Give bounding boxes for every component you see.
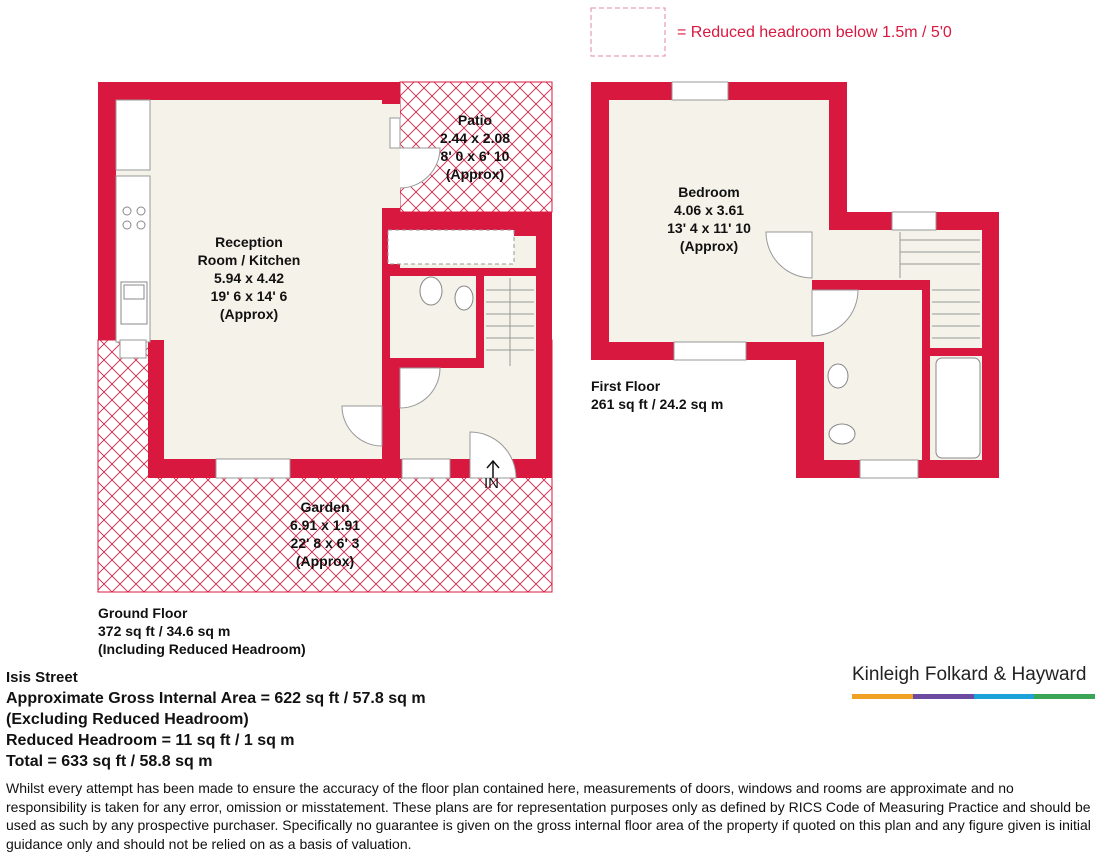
- address: Isis Street: [6, 669, 78, 686]
- ground-floor-note: (Including Reduced Headroom): [98, 641, 306, 657]
- first-toilet-icon: [829, 424, 855, 444]
- brand-stripe-green: [1034, 694, 1095, 699]
- ground-floor-area: 372 sq ft / 34.6 sq m: [98, 623, 231, 639]
- first-floor-caption: [591, 377, 723, 413]
- toilet-icon: [420, 277, 442, 305]
- gross-area-note: (Excluding Reduced Headroom): [6, 711, 249, 728]
- svg-text:Room / Kitchen: Room / Kitchen: [197, 252, 301, 268]
- svg-text:13' 4 x 11' 10: 13' 4 x 11' 10: [667, 220, 751, 236]
- sink-icon: [121, 282, 147, 324]
- legend-swatch: [591, 8, 665, 56]
- agent-name: Kinleigh Folkard & Hayward: [852, 664, 1087, 685]
- svg-text:(Approx): (Approx): [219, 306, 279, 322]
- basin-icon: [455, 286, 473, 310]
- reduced-headroom: Reduced Headroom = 11 sq ft / 1 sq m: [6, 732, 295, 749]
- svg-text:19' 6 x 14' 6: 19' 6 x 14' 6: [210, 288, 288, 304]
- svg-text:22' 8 x 6' 3: 22' 8 x 6' 3: [290, 535, 360, 551]
- agent-logo: [852, 664, 1095, 699]
- svg-text:Patio: Patio: [457, 112, 493, 128]
- storage-unit: [388, 230, 514, 264]
- first-basin-icon: [828, 364, 848, 388]
- svg-text:Reception: Reception: [215, 234, 283, 250]
- svg-text:(Approx): (Approx): [295, 553, 355, 569]
- svg-text:Bedroom: Bedroom: [678, 184, 740, 200]
- svg-text:(Approx): (Approx): [445, 166, 505, 182]
- gross-area: Approximate Gross Internal Area = 622 sq ft / 57.8 sq m: [6, 690, 426, 707]
- total-area: Total = 633 sq ft / 58.8 sq m: [6, 753, 213, 770]
- svg-text:8' 0 x 6' 10: 8' 0 x 6' 10: [440, 148, 510, 164]
- svg-text:4.06 x 3.61: 4.06 x 3.61: [673, 202, 745, 218]
- first-stair-area: [930, 230, 982, 348]
- ground-floor-title: Ground Floor: [98, 605, 188, 621]
- svg-text:2.44 x 2.08: 2.44 x 2.08: [439, 130, 511, 146]
- first-floor-title: First Floor: [591, 378, 661, 394]
- brand-stripe-blue: [974, 694, 1035, 699]
- patio-area: [400, 82, 552, 212]
- entrance-label: IN: [484, 475, 499, 492]
- svg-text:5.94 x 4.42: 5.94 x 4.42: [213, 270, 285, 286]
- bathtub-icon: [936, 358, 980, 458]
- brand-stripe-purple: [913, 694, 974, 699]
- reception-floor: [116, 100, 382, 340]
- svg-text:6.91 x 1.91: 6.91 x 1.91: [289, 517, 361, 533]
- area-summary: [6, 667, 426, 772]
- first-floor-area: 261 sq ft / 24.2 sq m: [591, 396, 724, 412]
- brand-color-bar: [852, 694, 1095, 699]
- svg-text:(Approx): (Approx): [679, 238, 739, 254]
- brand-stripe-orange: [852, 694, 913, 699]
- disclaimer: Whilst every attempt has been made to ensure the accuracy of the floor plan contained here, measurements of doors, windows and rooms are approximate and no responsibility is taken for any error, omission or misstatement. These plans are for representation purposes only as defined by RICS Code of Measuring Practice and should be used as such by any prospective purchaser. Specifically no guarantee is given on the gross internal floor area of the property if quoted on this plan and any figure given is initial guidance only and should not be relied on as a basis of valuation.: [6, 780, 1091, 852]
- legend-text: = Reduced headroom below 1.5m / 5'0: [677, 24, 952, 41]
- ground-floor-caption: [98, 604, 306, 658]
- svg-text:Garden: Garden: [300, 499, 350, 515]
